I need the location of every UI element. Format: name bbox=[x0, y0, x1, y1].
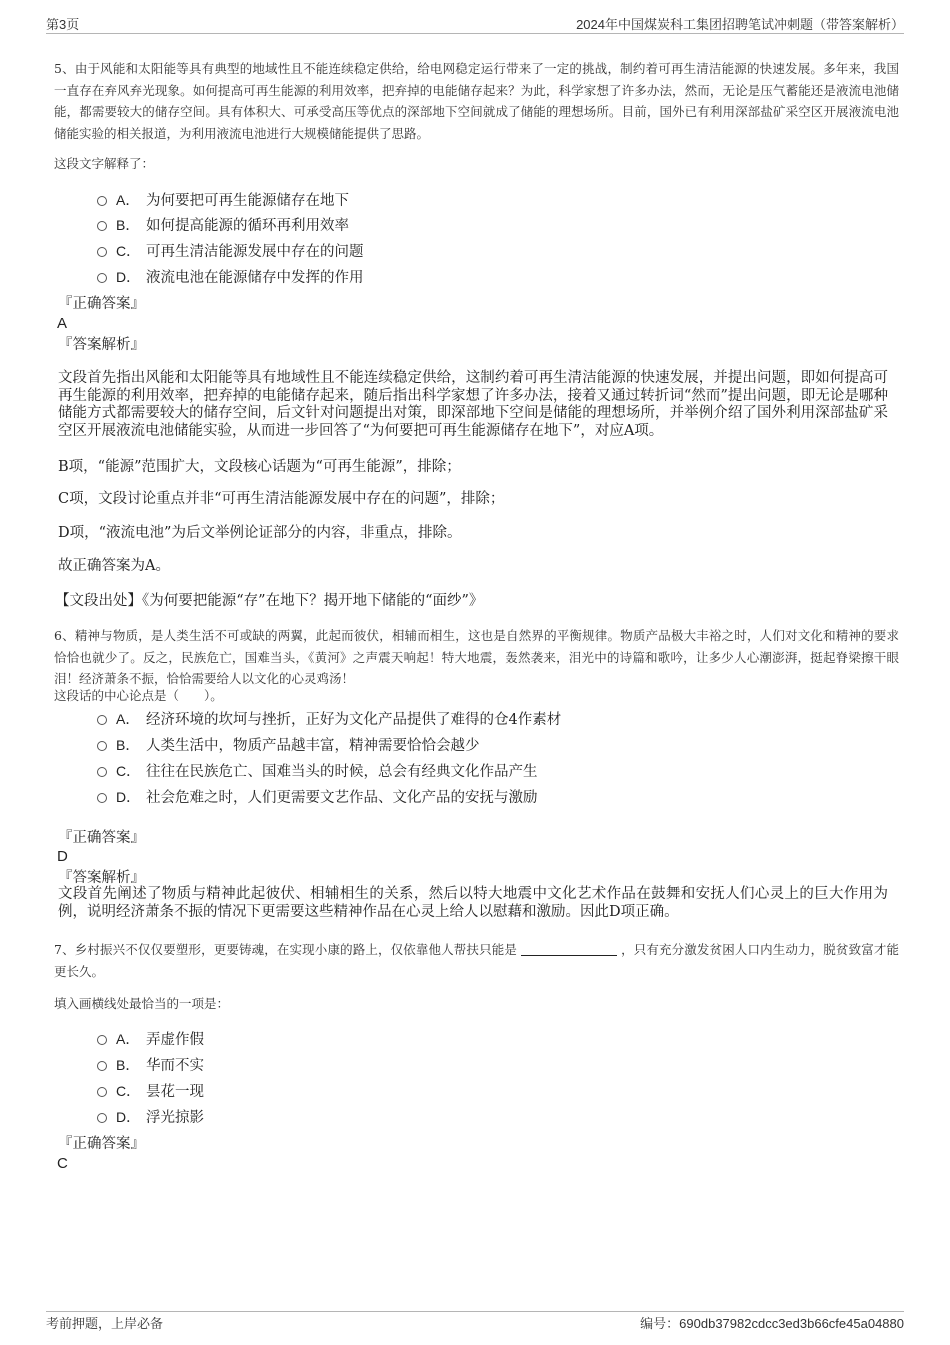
q6-option-d[interactable]: D． 社会危难之时，人们更需要文艺作品、文化产品的安抚与激励 bbox=[97, 787, 538, 808]
q7-answer-label: 『正确答案』 bbox=[58, 1136, 145, 1152]
q6-analysis: 文段首先阐述了物质与精神此起彼伏、相辅相生的关系，然后以特大地震中文化艺术作品在鼓舞和安抚人们心灵上的巨大作用为例，说明经济萧条不振的情况下更需要这些精神作品在心灵上给人以慰藉和激励。因此D项正确。 bbox=[58, 886, 888, 920]
q7-option-c[interactable]: C． 昙花一现 bbox=[97, 1081, 204, 1102]
radio-icon[interactable] bbox=[97, 247, 107, 257]
radio-icon[interactable] bbox=[97, 793, 107, 803]
q5-text: 5、由于风能和太阳能等具有典型的地域性且不能连续稳定供给，给电网稳定运行带来了一定的挑战，制约着可再生清洁能源的快速发展。多年来，我国一直存在弃风弃光现象。如何提高可再生能源的利用效率，把弃掉的电能储存起来？为此，科学家想了许多办法，然而，无论是压气蓄能还是液流电池储能，都需要较大的储存空间。具有体积大、可承受高压等优点的深部地下空间就成了储能的理想场所。目前，国外已有利用深部盐矿采空区开展液流电池储能实验的相关报道，为利用液流电池进行大规模储能提供了思路。 bbox=[54, 61, 899, 141]
radio-icon[interactable] bbox=[97, 1061, 107, 1071]
q5-prompt: 这段文字解释了： bbox=[54, 156, 155, 171]
q5-option-a[interactable]: A． 为何要把可再生能源储存在地下 bbox=[97, 190, 349, 211]
q7-option-b[interactable]: B． 华而不实 bbox=[97, 1055, 204, 1076]
q5-analysis-b: B项，“能源”范围扩大，文段核心话题为“可再生能源”，排除； bbox=[58, 459, 461, 475]
radio-icon[interactable] bbox=[97, 715, 107, 725]
q5-option-b[interactable]: B． 如何提高能源的循环再利用效率 bbox=[97, 215, 349, 236]
q6-answer: D bbox=[57, 848, 68, 865]
q5-analysis-conclusion: 故正确答案为A。 bbox=[58, 558, 170, 574]
q5-analysis-main: 文段首先指出风能和太阳能等具有地域性且不能连续稳定供给，这制约着可再生清洁能源的快速发展，并提出问题，即如何提高可再生能源的利用效率，把弃掉的电能储存起来，随后指出科学家想了许多办法，接着又通过转折词“然而”提出问题，即无论是哪种储能方式都需要较大的储存空间，后文针对问题提出对策，即深部地下空间是储能的理想场所，并举例介绍了国外利用深部盐矿采空区开展液流电池储能实验，从而进一步回答了“为何要把可再生能源储存在地下”，对应A项。 bbox=[58, 370, 888, 439]
q7-option-a[interactable]: A． 弄虚作假 bbox=[97, 1029, 204, 1050]
q7-prompt: 填入画横线处最恰当的一项是： bbox=[54, 996, 230, 1011]
q7-option-d[interactable]: D． 浮光掠影 bbox=[97, 1107, 204, 1128]
page-number: 第3页 bbox=[46, 17, 80, 32]
q6-analysis-label: 『答案解析』 bbox=[58, 870, 145, 886]
q7-answer: C bbox=[57, 1155, 68, 1172]
answer-blank bbox=[521, 943, 617, 956]
footer-rule bbox=[46, 1311, 904, 1312]
q6-option-c[interactable]: C． 往往在民族危亡、国难当头的时候，总会有经典文化作品产生 bbox=[97, 761, 538, 782]
q6-option-a[interactable]: A． 经济环境的坎坷与挫折，正好为文化产品提供了难得的仓4作素材 bbox=[97, 709, 561, 730]
radio-icon[interactable] bbox=[97, 1035, 107, 1045]
radio-icon[interactable] bbox=[97, 273, 107, 283]
document-title: 2024年中国煤炭科工集团招聘笔试冲刺题（带答案解析） bbox=[576, 17, 904, 32]
q6-text: 6、精神与物质，是人类生活不可或缺的两翼，此起而彼伏，相辅而相生，这也是自然界的平衡规律。物质产品极大丰裕之时，人们对文化和精神的要求恰恰也就少了。反之，民族危亡，国难当头，《黄河》之声震天响起！特大地震，轰然袭来，泪光中的诗篇和歌吟，让多少人心潮澎湃，挺起脊梁擦干眼泪！经济萧条不振，恰恰需要给人以文化的心灵鸡汤！ bbox=[54, 628, 899, 686]
q6-answer-label: 『正确答案』 bbox=[58, 830, 145, 846]
footer-slogan: 考前押题，上岸必备 bbox=[46, 1317, 164, 1332]
radio-icon[interactable] bbox=[97, 741, 107, 751]
q5-option-c[interactable]: C． 可再生清洁能源发展中存在的问题 bbox=[97, 241, 364, 262]
q5-analysis-label: 『答案解析』 bbox=[58, 337, 145, 353]
radio-icon[interactable] bbox=[97, 221, 107, 231]
radio-icon[interactable] bbox=[97, 196, 107, 206]
footer-code: 编号：690db37982cdcc3ed3b66cfe45a04880 bbox=[640, 1316, 904, 1332]
q7-text: 7、乡村振兴不仅仅要塑形，更要铸魂，在实现小康的路上，仅依靠他人帮扶只能是 ，只有充分激发贫困人口内生动力，脱贫致富才能更长久。 bbox=[54, 942, 899, 979]
q6-prompt: 这段话的中心论点是（ ）。 bbox=[54, 688, 223, 703]
radio-icon[interactable] bbox=[97, 767, 107, 777]
q5-answer: A bbox=[57, 315, 68, 332]
radio-icon[interactable] bbox=[97, 1113, 107, 1123]
q5-option-d[interactable]: D． 液流电池在能源储存中发挥的作用 bbox=[97, 267, 364, 288]
q5-analysis-c: C项，文段讨论重点并非“可再生清洁能源发展中存在的问题”，排除； bbox=[58, 491, 505, 507]
q6-option-b[interactable]: B． 人类生活中，物质产品越丰富，精神需要恰恰会越少 bbox=[97, 735, 480, 756]
q5-source: 【文段出处】《为何要把能源“存”在地下？揭开地下储能的“面纱”》 bbox=[55, 593, 484, 609]
q5-analysis-d: D项，“液流电池”为后文举例论证部分的内容，非重点，排除。 bbox=[58, 525, 462, 541]
radio-icon[interactable] bbox=[97, 1087, 107, 1097]
header-rule bbox=[46, 33, 904, 34]
q5-answer-label: 『正确答案』 bbox=[58, 296, 145, 312]
